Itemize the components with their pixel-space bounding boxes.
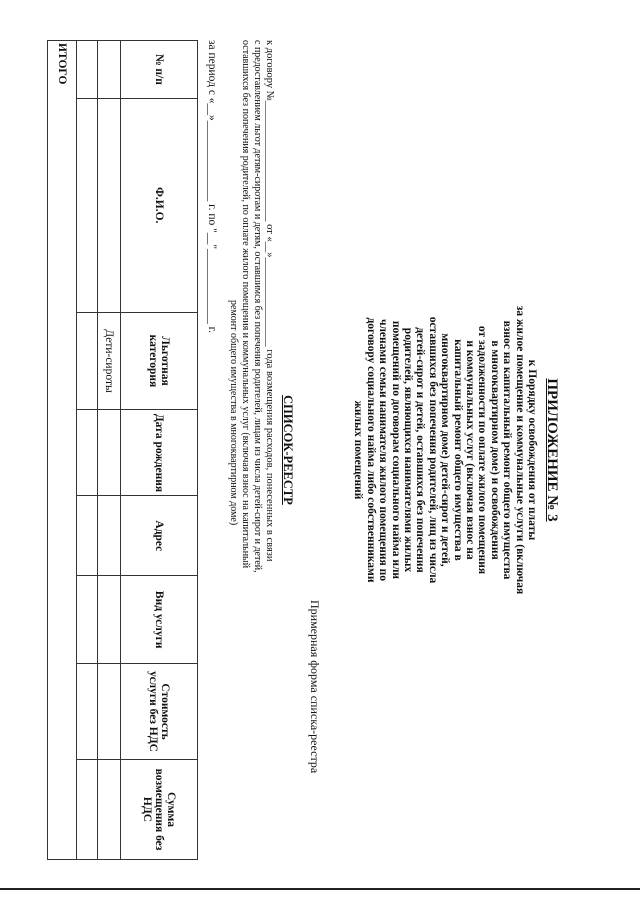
table-cell [98,410,121,496]
table-cell [77,98,98,312]
table-cell [98,496,121,576]
appendix-line: к Порядку освобождения от платы [526,359,538,541]
contract-line: к договору №_______________________ от «__»_________________ года возмещения расходов, понесенных в связи [264,40,275,562]
table-cell [77,41,98,99]
bottom-rule [0,888,640,890]
table-row [77,41,98,860]
table-cell [77,576,98,664]
header-service-type: Вид услуги [121,576,198,664]
total-label: ИТОГО [48,41,77,860]
header-number: № п/п [121,41,198,99]
header-reimbursement: Сумма возмещения без НДС [121,760,198,860]
appendix-line: от задолженности по оплате жилого помещения [476,325,489,575]
table-cell [98,41,121,99]
description-line: с предоставлением льгот детям-сиротам и детям, оставшимся без попечения родителей, лицам из числа детей-сирот и детей, [252,40,263,573]
table-cell [77,496,98,576]
appendix-subtitle [352,40,538,860]
period-line: за период с «__»______________ г. по "__"_____________ г. [206,40,218,333]
appendix-line: в многоквартирном доме) и освобождения [488,340,501,560]
appendix-line: детей-сирот и детей, оставшихся без попечения [414,327,427,573]
list-title: СПИСОК-РЕЕСТР [281,395,295,505]
total-row [48,41,77,860]
table-cell [77,760,98,860]
appendix-line: за жилое помещение и коммунальные услуги (включая [513,305,526,595]
table-row [98,41,121,860]
appendix-line: помещений по договорам социального найма или [389,320,402,580]
appendix-line: жилых помещений [352,400,365,500]
appendix-line: оставшихся без попечения родителей, лиц из числа [426,316,439,584]
table-cell [77,312,98,410]
category-cell: Дети-сироты [98,312,121,410]
table-header-row [121,41,198,860]
description-line: ремонт общего имущества в многоквартирном доме) [228,300,239,526]
table-cell [98,664,121,760]
appendix-line: родителей, являющихся нанимателями жилых [401,327,414,573]
appendix-line: многоквартирном доме) детей-сирот и детей, [439,333,452,567]
table-cell [98,98,121,312]
appendix-line: договору социального найма либо собственниками [364,317,377,583]
header-birthdate: Дата рождения [121,410,198,496]
rotated-content [56,40,560,860]
appendix-line: членами семьи нанимателя жилого помещения по [377,318,390,581]
header-fio: Ф.И.О. [121,98,198,312]
sample-form-label: Примерная форма списка-реестра [308,600,322,774]
description-line: оставшихся без попечения родителей, по оплате жилого помещения и коммунальных услуг (включая взнос на капитальный [240,40,251,569]
table-cell [77,664,98,760]
appendix-title: ПРИЛОЖЕНИЕ № 3 [544,378,560,522]
appendix-line: капитальный ремонт общего имущества в [451,339,464,561]
header-service-cost: Стоимость услуги без НДС [121,664,198,760]
table-cell [98,760,121,860]
header-address: Адрес [121,496,198,576]
appendix-line: и коммунальных услуг (включая взнос на [463,340,476,560]
table-cell [98,576,121,664]
registry-table [47,40,198,860]
header-category: Льготная категория [121,312,198,410]
table-cell [77,410,98,496]
appendix-line: взнос на капитальный ремонт общего имущества [501,320,514,580]
